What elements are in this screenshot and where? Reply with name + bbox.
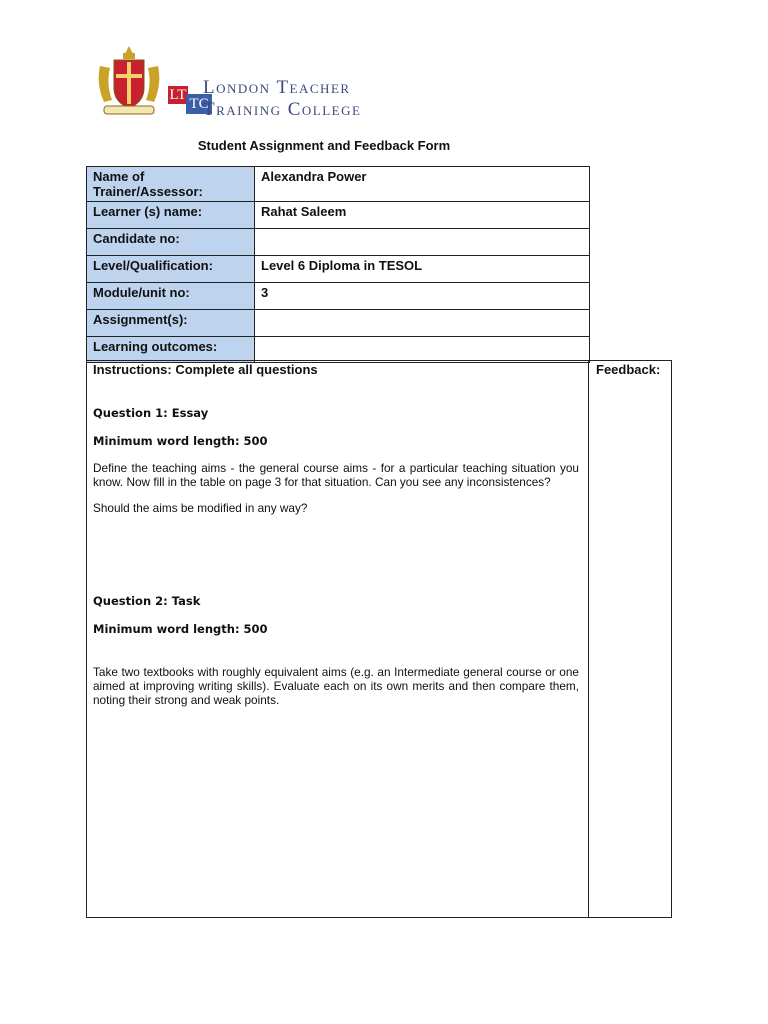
feedback-label: Feedback: [596,362,661,377]
crest-icon [94,44,164,120]
row-label: Learning outcomes: [87,337,255,363]
row-label: Assignment(s): [87,310,255,337]
question-text: Define the teaching aims - the general course aims - for a particular teaching situation you know. Now fill in the table on page 3 for that situation. Can you see any inconsistences? [93,461,579,489]
table-row [87,202,590,229]
question-heading: Question 1: Essay [93,406,209,420]
row-value: Alexandra Power [255,167,590,202]
question-text: Take two textbooks with roughly equivalent aims (e.g. an Intermediate general course or one aimed at improving writing skills). Evaluate each on its own merits and then compare them, noting their strong and weak points. [93,665,579,707]
table-row [87,337,590,363]
college-name-line1: London Teacher [203,77,351,98]
logo-mark-top: LT [169,87,187,103]
row-label: Level/Qualification: [87,256,255,283]
table-row [87,310,590,337]
table-row [87,283,590,310]
row-value [255,337,590,363]
form-title: Student Assignment and Feedback Form [197,138,451,153]
min-word-length: Minimum word length: 500 [93,622,268,636]
min-word-length: Minimum word length: 500 [93,434,268,448]
row-value: Rahat Saleem [255,202,590,229]
info-table [86,166,590,363]
row-value: Level 6 Diploma in TESOL [255,256,590,283]
row-label: Module/unit no: [87,283,255,310]
instructions: Instructions: Complete all questions [93,362,318,377]
question-heading: Question 2: Task [93,594,201,608]
row-label: Learner (s) name: [87,202,255,229]
table-row [87,256,590,283]
logo-mark-bottom: TC [186,94,212,114]
column-divider [588,361,589,917]
row-label: Candidate no: [87,229,255,256]
row-value: 3 [255,283,590,310]
table-row [87,229,590,256]
row-value [255,229,590,256]
assignment-section [86,360,672,918]
questions-column [93,362,579,707]
row-label: Name of Trainer/Assessor: [87,167,255,202]
question-text: Should the aims be modified in any way? [93,501,308,515]
college-name [203,77,361,121]
row-value [255,310,590,337]
college-name-line2: Training College [203,99,362,120]
table-row [87,167,590,202]
